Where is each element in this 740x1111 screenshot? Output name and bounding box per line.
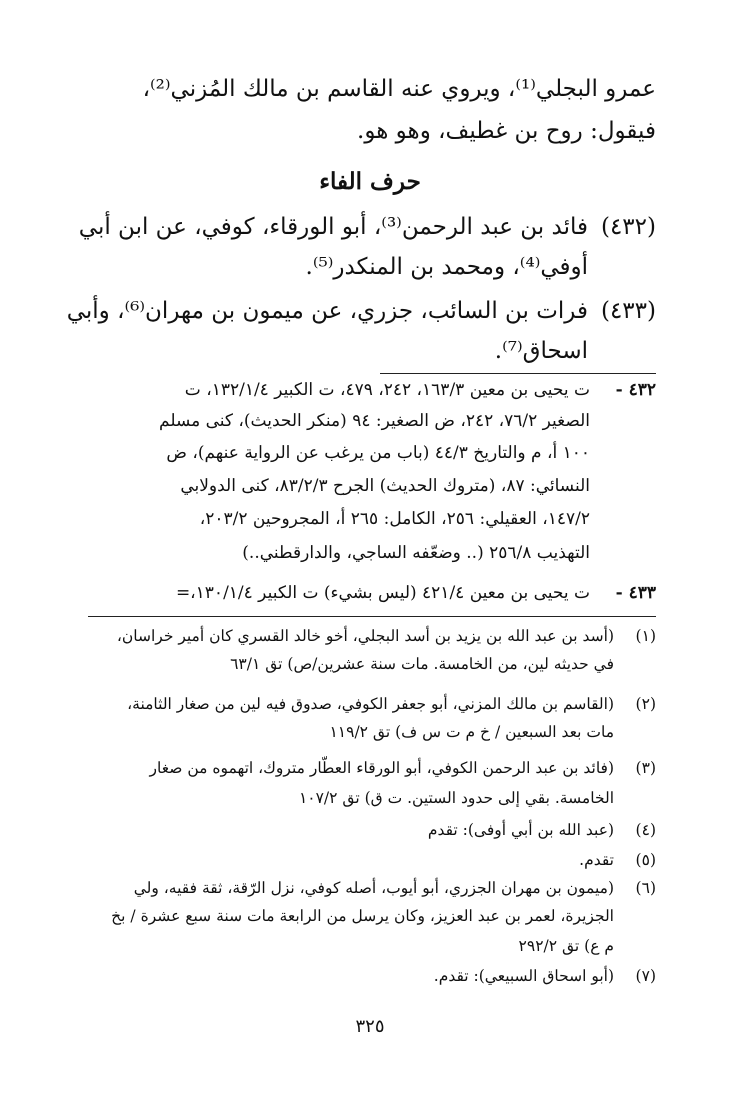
note-432-line-2: الصغير ٧٦/٢، ٢٤٢، ض الصغير: ٩٤ (منكر الحديث)، كنى مسلم [159,411,590,431]
footnote-6 [88,880,656,902]
footnote-text: (أسد بن عبد الله بن يزيد بن أسد البجلي، أخو خالد القسري كان أمير خراسان، [116,627,614,645]
note-433-line-1 [88,584,656,608]
footnote-1 [88,628,656,650]
footnote-6-line-3: م ع) تق ٢٩٢/٢ [518,937,614,955]
body-line-1: عمرو البجلي⁽¹⁾، ويروي عنه القاسم بن مالك المُزني⁽²⁾، [142,76,656,102]
note-432-line-6: التهذيب ٢٥٦/٨ (.. وضعّفه الساجي، والدارقطني..) [242,543,590,563]
footnote-text: (ميمون بن مهران الجزري، أبو أيوب، أصله كوفي، نزل الرّقة، ثقة فقيه، ولي [133,879,614,897]
note-label: ٤٣٣ - [615,583,656,603]
footnote-number: (٧) [635,967,656,985]
footnote-2-line-2: مات بعد السبعين / خ م ت س ف) تق ١١٩/٢ [329,723,614,741]
footnote-3-line-2: الخامسة. بقي إلى حدود الستين. ت ق) تق ١٠٧/٢ [298,789,614,807]
note-432-line-4: النسائي: ٨٧، (متروك الحديث) الجرح ٨٣/٢/٣، كنى الدولابي [180,476,590,496]
footnote-2 [88,696,656,718]
section-title: حرف الفاء [319,168,421,195]
note-432-line-3: ١٠٠ أ، م والتاريخ ٤٤/٣ (باب من يرغب عن الرواية عنهم)، ض [166,443,590,463]
footnote-text: (عبد الله بن أبي أوفى): تقدم [427,821,614,839]
entry-433-line-2: اسحاق⁽⁷⁾. [494,338,588,364]
entry-text: فرات بن السائب، جزري، عن ميمون بن مهران⁽⁶⁾، وأبي [66,298,588,324]
footnote-4 [88,822,656,844]
footnote-6-line-2: الجزيرة، لعمر بن عبد العزيز، وكان يرسل من الرابعة مات سنة سبع عشرة / بخ [111,907,614,925]
body-line-2: فيقول: روح بن غطيف، وهو هو. [357,118,656,144]
footnote-number: (٥) [635,851,656,869]
entry-text: فائد بن عبد الرحمن⁽³⁾، أبو الورقاء، كوفي، عن ابن أبي [78,214,588,240]
footnote-rule [88,616,656,617]
footnote-text: (القاسم بن مالك المزني، أبو جعفر الكوفي، صدوق فيه لين من صغار الثامنة، [127,695,614,713]
note-432-line-1 [88,381,656,405]
footnote-text: (أبو اسحاق السبيعي): تقدم. [433,967,614,985]
entry-432-line-2: أوفي⁽⁴⁾، ومحمد بن المنكدر⁽⁵⁾. [305,254,588,280]
footnote-3 [88,760,656,782]
page-number: ٣٢٥ [355,1016,385,1037]
footnote-number: (١) [635,627,656,645]
footnote-7 [88,968,656,990]
note-label: ٤٣٢ - [615,380,656,400]
entry-number: (٤٣٢) [600,214,656,240]
footnote-1-line-2: في حديثه لين، من الخامسة. مات سنة عشرين/ص) تق ٦٣/١ [230,655,614,673]
footnote-text: (فائد بن عبد الرحمن الكوفي، أبو الورقاء العطّار متروك، اتهموه من صغار [149,759,614,777]
separator-rule [380,373,656,374]
footnote-5 [88,852,656,874]
footnote-number: (٣) [635,759,656,777]
entry-432 [78,214,656,244]
note-432-line-5: ١٤٧/٢، العقيلي: ٢٥٦، الكامل: ٢٦٥ أ، المجروحين ٢٠٣/٢، [199,509,590,529]
footnote-number: (٦) [635,879,656,897]
footnote-text: تقدم. [579,851,614,869]
footnote-number: (٢) [635,695,656,713]
footnote-number: (٤) [635,821,656,839]
note-text: ت يحيى بن معين ١٦٣/٣، ٢٤٢، ٤٧٩، ت الكبير ١٣٢/١/٤، ت [184,380,590,400]
entry-433 [66,298,656,328]
note-text: ت يحيى بن معين ٤٢١/٤ (ليس بشيء) ت الكبير ١٣٠/١/٤،= [175,583,590,603]
entry-number: (٤٣٣) [600,298,656,324]
